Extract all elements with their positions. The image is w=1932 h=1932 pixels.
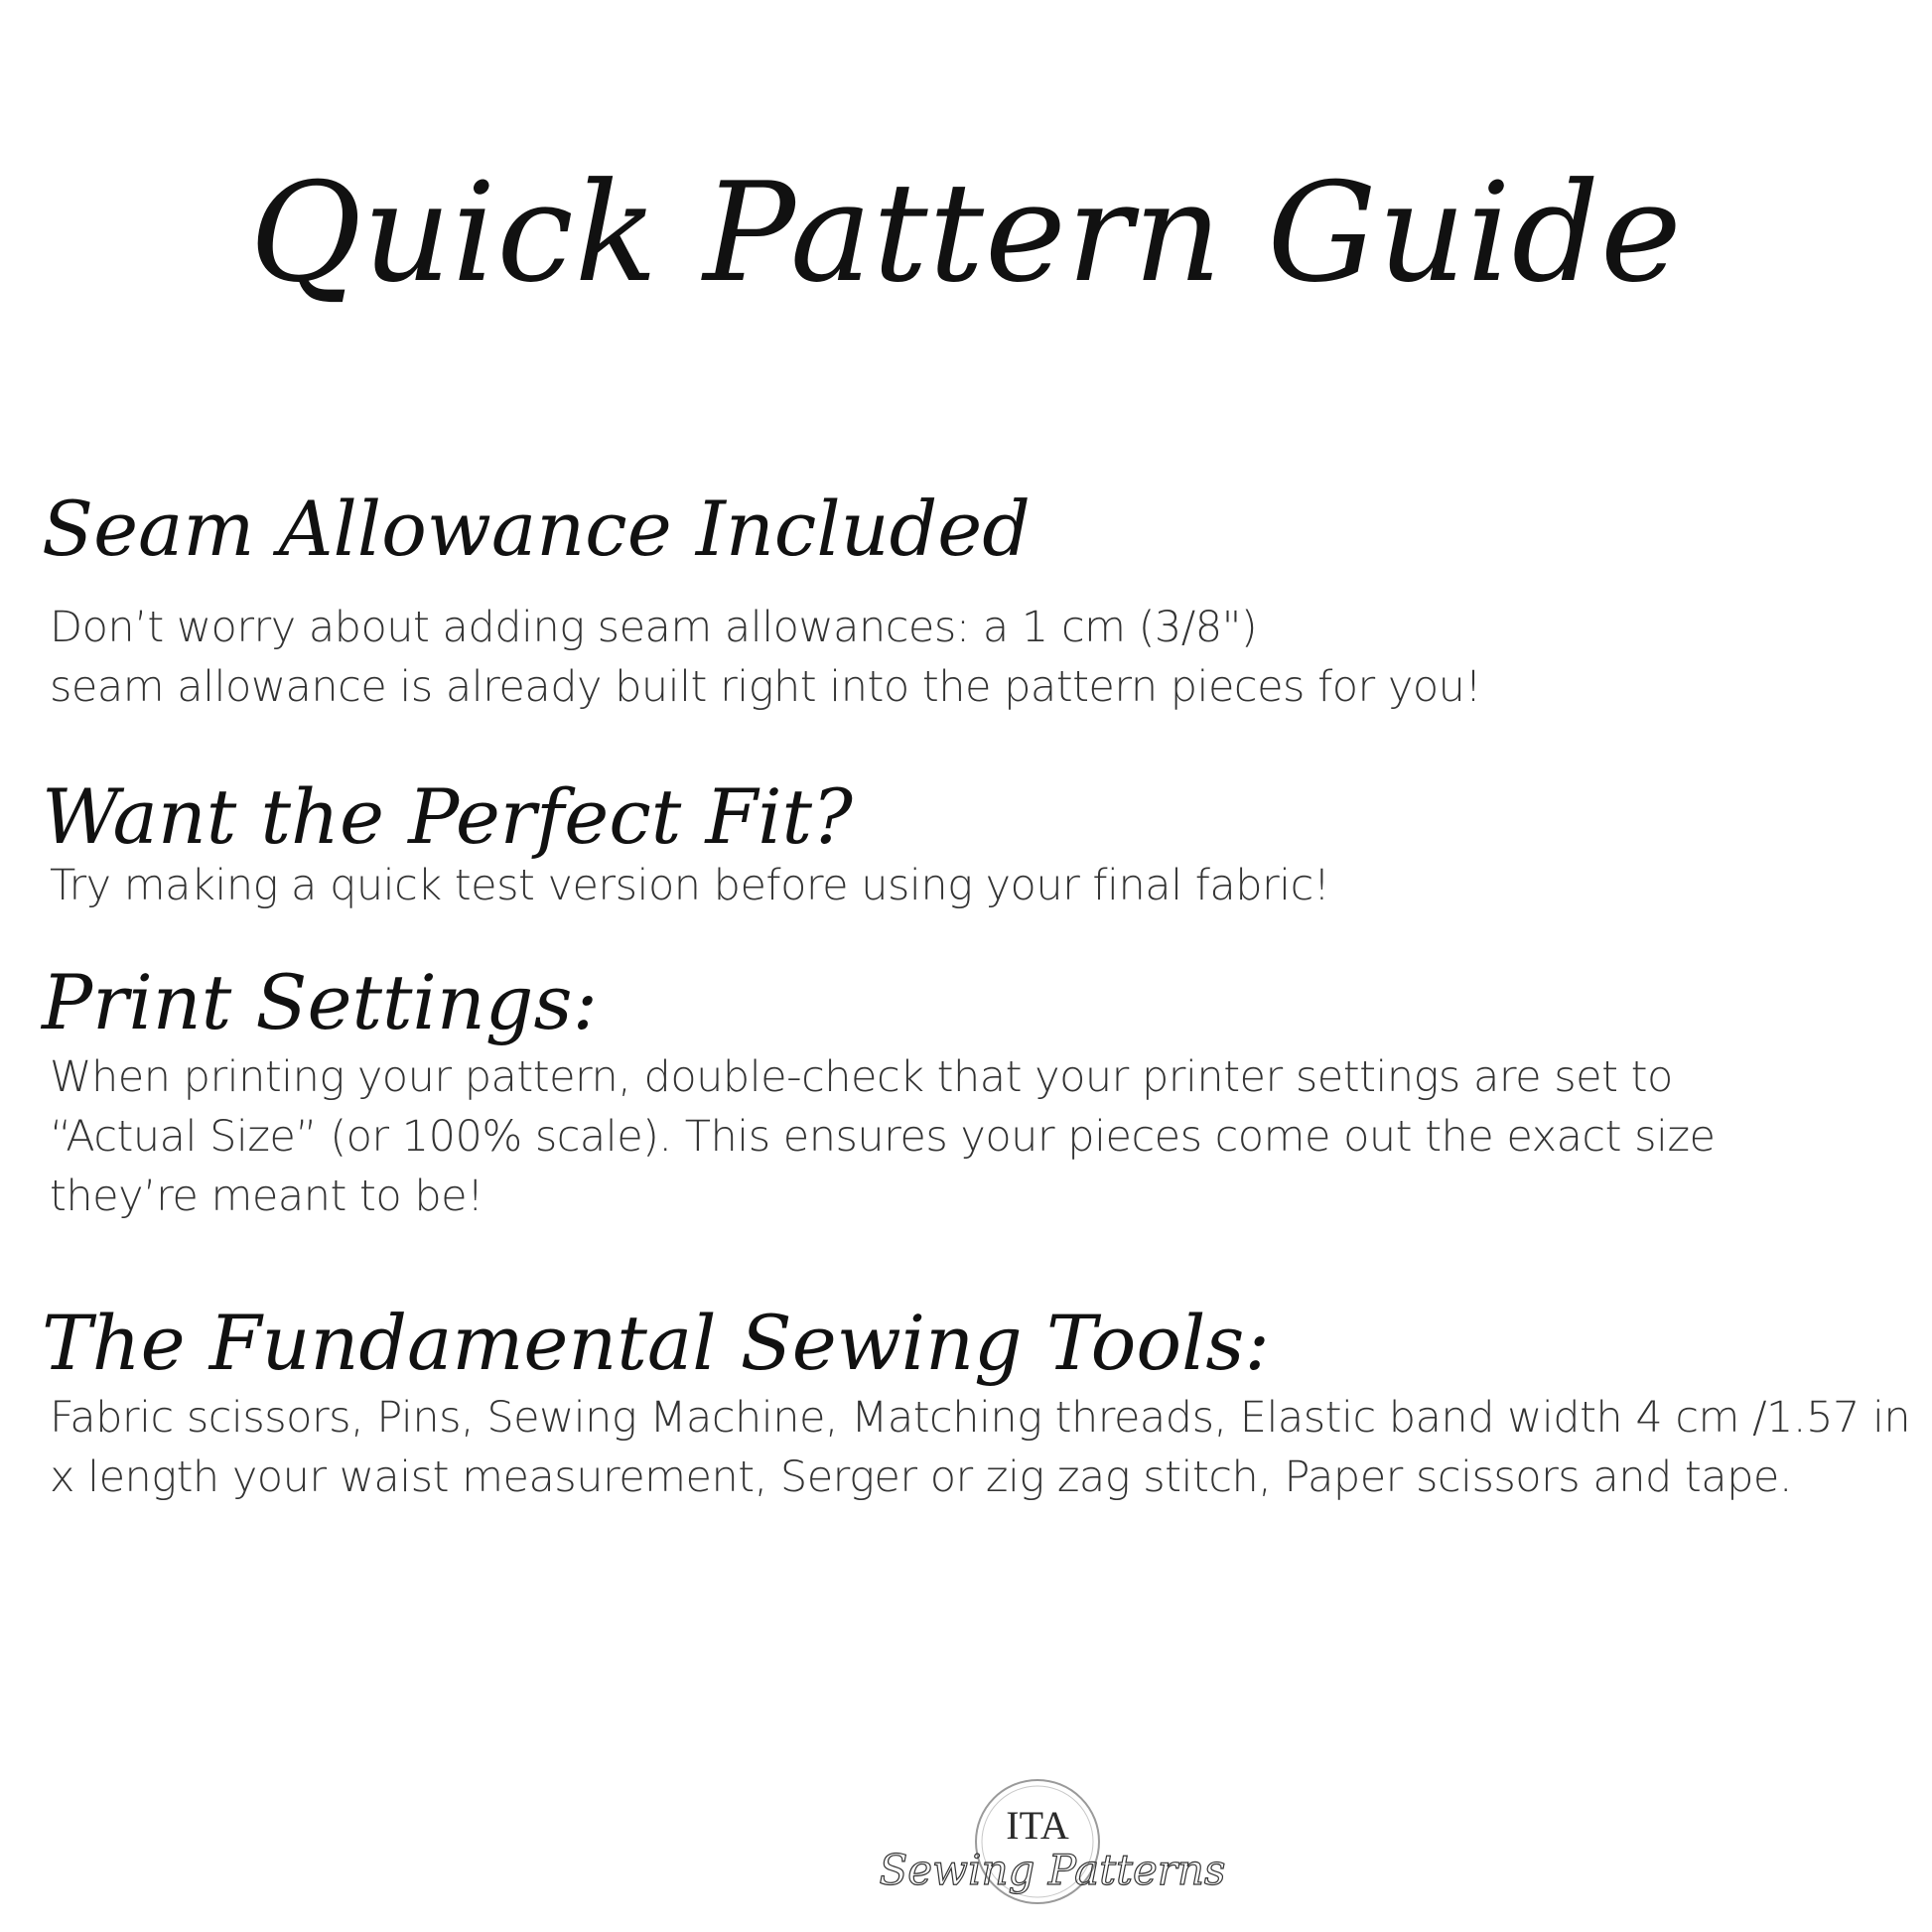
text-line: Try making a quick test version before using your final fabric! xyxy=(50,861,1330,910)
page-title: Quick Pattern Guide xyxy=(249,153,1683,313)
section-heading-seam-allowance: Seam Allowance Included xyxy=(42,484,1031,573)
text-line: Don’t worry about adding seam allowances: a 1 cm (3/8") xyxy=(50,603,1258,652)
section-heading-perfect-fit: Want the Perfect Fit? xyxy=(42,772,853,861)
text-line: “Actual Size” (or 100% scale). This ensures your pieces come out the exact size xyxy=(50,1112,1716,1162)
section-heading-sewing-tools: The Fundamental Sewing Tools: xyxy=(42,1299,1271,1387)
logo-wordmark: Sewing Patterns xyxy=(879,1846,1226,1894)
section-text-perfect-fit xyxy=(50,856,1330,915)
text-line: Fabric scissors, Pins, Sewing Machine, Matching threads, Elastic band width 4 cm /1.57 in xyxy=(50,1393,1911,1443)
section-text-seam-allowance xyxy=(50,598,1481,717)
text-line: x length your waist measurement, Serger or zig zag stitch, Paper scissors and tape. xyxy=(50,1452,1793,1502)
section-heading-print-settings: Print Settings: xyxy=(42,958,599,1046)
logo-monogram: ITA xyxy=(1006,1803,1069,1848)
section-text-sewing-tools xyxy=(50,1388,1910,1507)
text-line: they’re meant to be! xyxy=(50,1172,483,1221)
section-text-print-settings xyxy=(50,1047,1715,1226)
text-line: seam allowance is already built right into the pattern pieces for you! xyxy=(50,662,1482,712)
text-line: When printing your pattern, double-check that your printer settings are set to xyxy=(50,1052,1673,1102)
brand-logo xyxy=(844,1767,1261,1916)
